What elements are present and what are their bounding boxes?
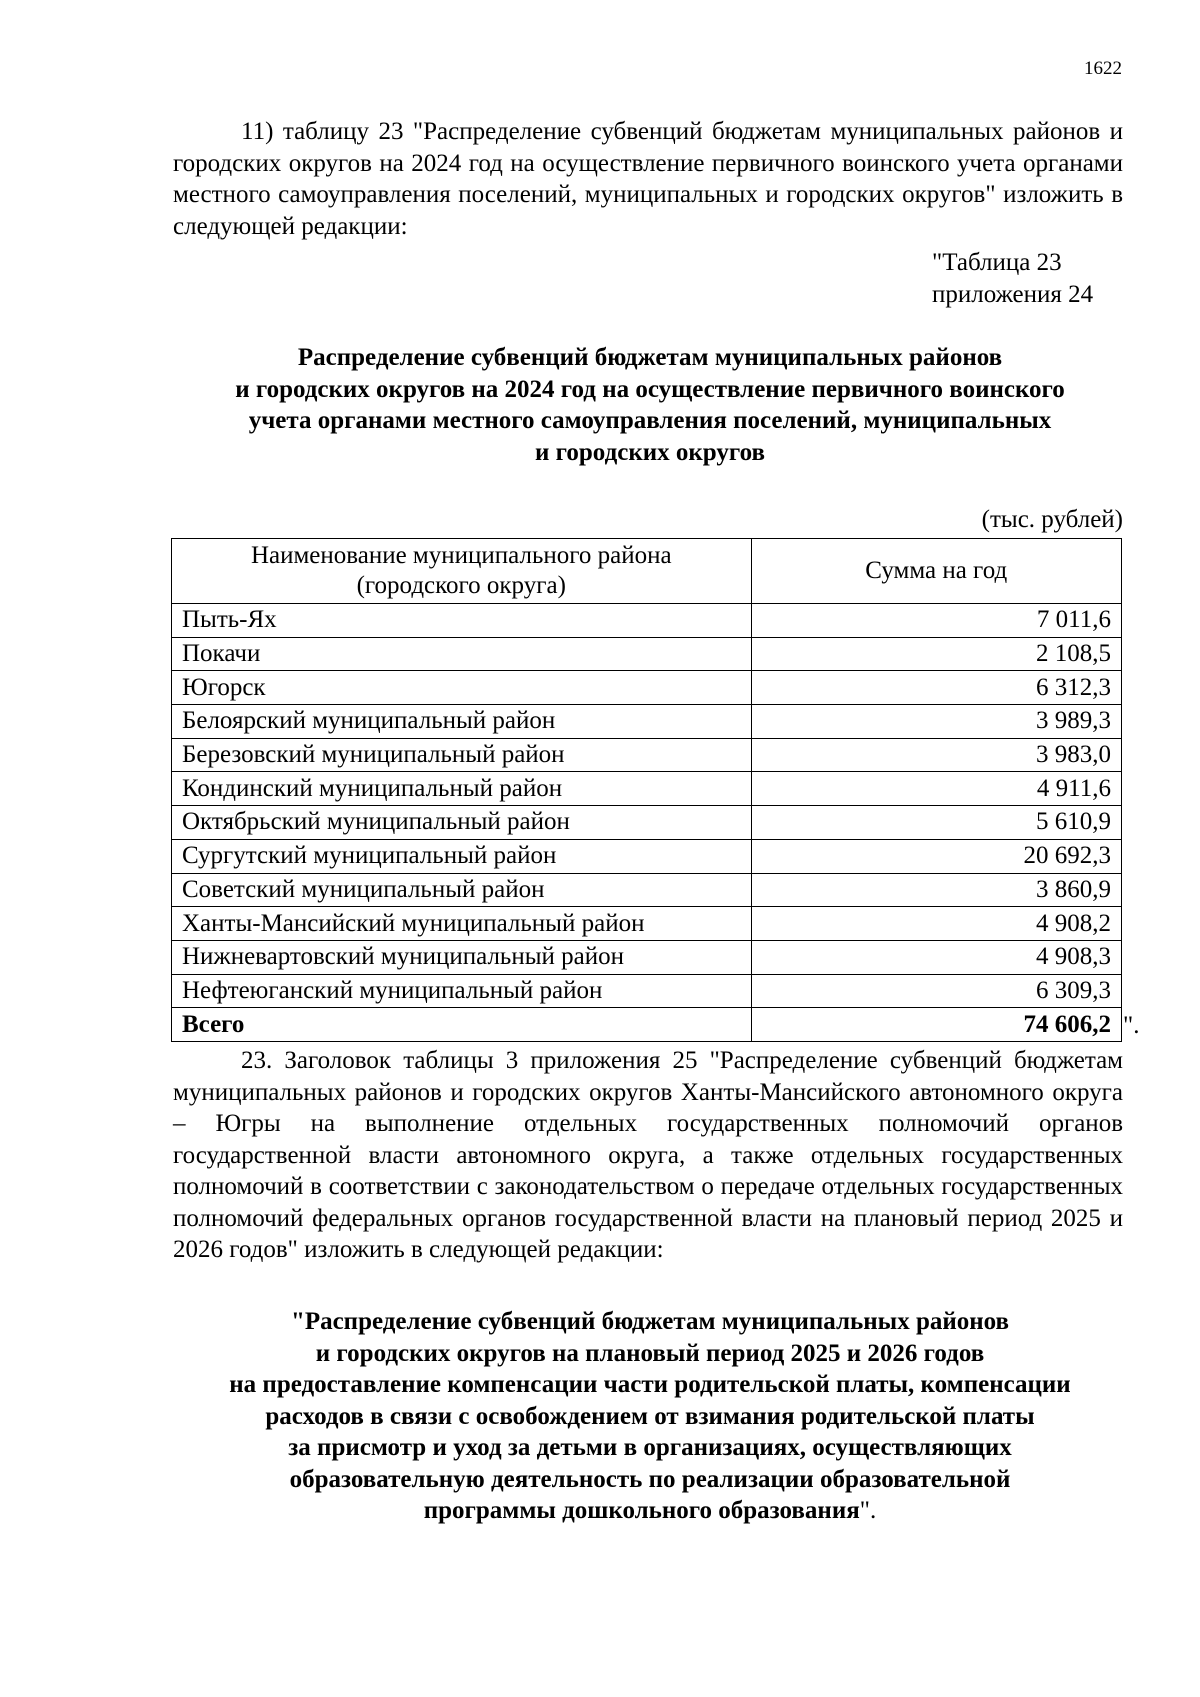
units-label: (тыс. рублей) <box>981 506 1123 533</box>
table-row <box>172 604 1122 638</box>
title-line: программы дошкольного образования". <box>423 1497 877 1524</box>
intro-paragraph: 11) таблицу 23 "Распределение субвенций бюджетам муниципальных районов и городских округов на 2024 год на осуществление первичного воинского учета органами местного самоуправления поселений, муниципальных и городских округов" изложить в следующей редакции: <box>173 118 1123 240</box>
row-amount: 7 011,6 <box>751 604 1122 638</box>
table-row <box>172 873 1122 907</box>
row-name: Нефтеюганский муниципальный район <box>172 974 752 1008</box>
title-line: "Распределение субвенций бюджетам муниципальных районов <box>290 1308 1010 1335</box>
row-amount: 4 911,6 <box>751 772 1122 806</box>
row-amount: 4 908,3 <box>751 940 1122 974</box>
amendment-paragraph: 23. Заголовок таблицы 3 приложения 25 "Распределение субвенций бюджетам муниципальных районов и городских округов Ханты-Мансийского автономного округа – Югры на выполнение отдельных государственных полномочий органов государственной власти автономного округа, а также отдельных государственных полномочий в соответствии с законодательством о передаче отдельных государственных полномочий федеральных органов государственной власти на плановый период 2025 и 2026 годов" изложить в следующей редакции: <box>173 1047 1123 1263</box>
row-amount: 2 108,5 <box>751 637 1122 671</box>
total-amount: 74 606,2 <box>751 1008 1122 1042</box>
table-row <box>172 671 1122 705</box>
title-line: и городских округов на плановый период 2025 и 2026 годов <box>315 1339 985 1367</box>
table-row <box>172 839 1122 873</box>
table-row <box>172 705 1122 739</box>
row-name: Белоярский муниципальный район <box>172 705 752 739</box>
header-name-line: (городского округа) <box>356 572 566 599</box>
table-row <box>172 738 1122 772</box>
title-line: образовательную деятельность по реализации образовательной <box>289 1465 1011 1493</box>
row-name: Сургутский муниципальный район <box>172 839 752 873</box>
page-number: 1622 <box>1084 58 1122 79</box>
row-amount: 3 983,0 <box>751 738 1122 772</box>
row-name: Покачи <box>172 637 752 671</box>
header-name <box>172 539 752 604</box>
row-name: Югорск <box>172 671 752 705</box>
title-line: на предоставление компенсации части родительской платы, компенсации <box>229 1371 1071 1398</box>
row-amount: 6 309,3 <box>751 974 1122 1008</box>
row-amount: 3 989,3 <box>751 705 1122 739</box>
row-name: Ханты-Мансийский муниципальный район <box>172 907 752 941</box>
title-line: учета органами местного самоуправления поселений, муниципальных <box>248 407 1052 434</box>
row-name: Пыть-Ях <box>172 604 752 638</box>
table-reference <box>932 247 1093 311</box>
total-row <box>172 1008 1122 1042</box>
title-line: расходов в связи с освобождением от взимания родительской платы <box>265 1402 1035 1430</box>
table-row <box>172 637 1122 671</box>
row-amount: 4 908,2 <box>751 907 1122 941</box>
row-amount: 3 860,9 <box>751 873 1122 907</box>
table-ref-line: приложения 24 <box>932 281 1094 308</box>
table-row <box>172 940 1122 974</box>
table-row <box>172 974 1122 1008</box>
row-name: Кондинский муниципальный район <box>172 772 752 806</box>
title-end-mark: ". <box>859 1497 877 1524</box>
table-row <box>172 907 1122 941</box>
row-name: Нижневартовский муниципальный район <box>172 940 752 974</box>
row-name: Октябрьский муниципальный район <box>172 806 752 840</box>
title-line: Распределение субвенций бюджетам муниципальных районов <box>297 344 1003 371</box>
total-label: Всего <box>172 1008 752 1042</box>
table-ref-line: "Таблица 23 <box>932 249 1062 276</box>
distribution-table <box>171 538 1122 1042</box>
row-amount: 5 610,9 <box>751 806 1122 840</box>
table-row <box>172 806 1122 840</box>
header-name-line: Наименование муниципального района <box>250 542 672 569</box>
table-title <box>160 342 1140 468</box>
row-amount: 20 692,3 <box>751 839 1122 873</box>
row-name: Советский муниципальный район <box>172 873 752 907</box>
table-header-row <box>172 539 1122 604</box>
title-line: и городских округов на 2024 год на осуществление первичного воинского <box>235 375 1065 403</box>
title-line: за присмотр и уход за детьми в организациях, осуществляющих <box>288 1434 1012 1461</box>
row-name: Березовский муниципальный район <box>172 738 752 772</box>
closing-mark: ". <box>1123 1012 1140 1039</box>
row-amount: 6 312,3 <box>751 671 1122 705</box>
title-line: и городских округов <box>535 438 765 466</box>
new-table-title <box>160 1306 1140 1527</box>
table-row <box>172 772 1122 806</box>
header-amount: Сумма на год <box>751 539 1122 604</box>
